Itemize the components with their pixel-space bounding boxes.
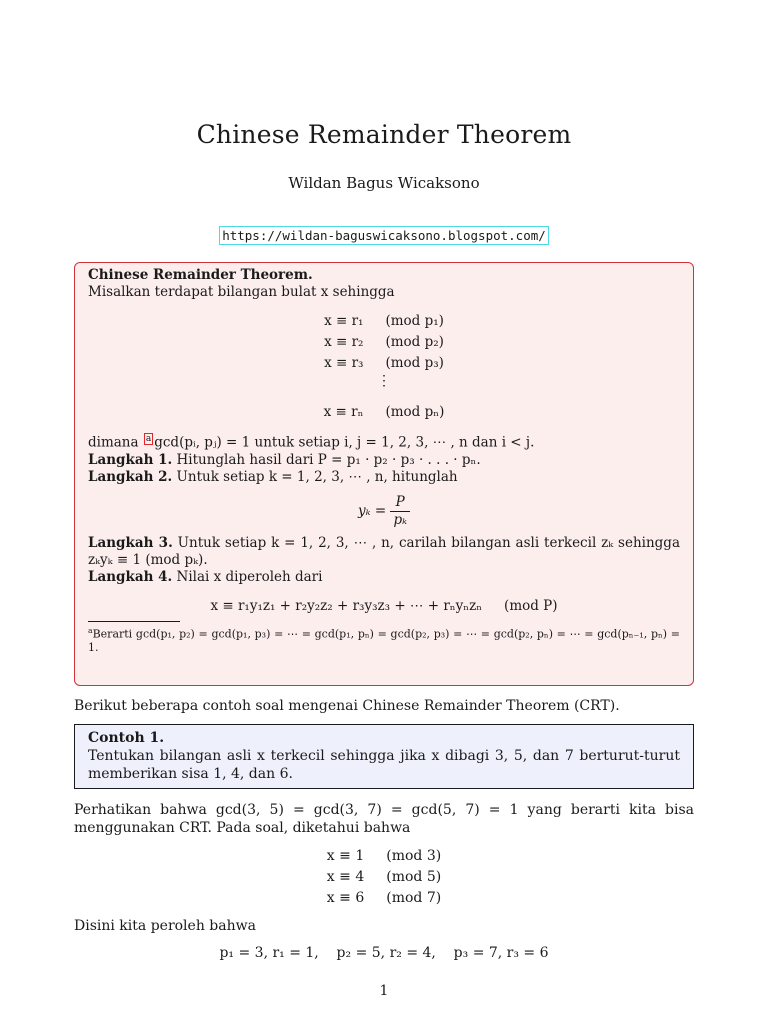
congruence-lhs: x ≡ 1 (326, 848, 365, 864)
congruence-mod: (mod pₙ) (385, 404, 445, 420)
where-clause (88, 433, 680, 452)
congruence-line (88, 353, 680, 374)
step-3-label: Langkah 3. (88, 534, 173, 551)
fraction-numerator: P (390, 494, 410, 512)
step-1-label: Langkah 1. (88, 451, 173, 468)
document-title: Chinese Remainder Theorem (196, 120, 572, 149)
congruence-lhs: x ≡ r₁ (324, 313, 364, 329)
congruence-lhs: x ≡ r₂ (324, 334, 364, 350)
step-2-text: Untuk setiap k = 1, 2, 3, ⋯ , n, hitunglah (176, 468, 458, 485)
solution-congruence-line (0, 846, 768, 867)
example-box (74, 724, 694, 789)
theorem-box (74, 262, 694, 686)
solution-paragraph-2: Disini kita peroleh bahwa (74, 918, 256, 934)
author-name: Wildan Bagus Wicaksono (288, 174, 480, 192)
footnote (88, 624, 680, 656)
page-number: 1 (379, 983, 389, 999)
solution-values: p₁ = 3, r₁ = 1, p₂ = 5, r₂ = 4, p₃ = 7, r₃ = 6 (219, 945, 549, 961)
example-text: Tentukan bilangan asli x terkecil sehingga jika x dibagi 3, 5, dan 7 berturut-turut memberikan sisa 1, 4, dan 6. (88, 748, 680, 782)
blog-link[interactable]: https://wildan-baguswicaksono.blogspot.com/ (219, 226, 549, 245)
fraction-denominator: pₖ (393, 511, 408, 528)
step-2 (88, 469, 680, 486)
step-3-text: Untuk setiap k = 1, 2, 3, ⋯ , n, carilah bilangan asli terkecil zₖ sehingga zₖyₖ ≡ 1 (mod pₖ). (88, 534, 680, 568)
congruence-lhs: x ≡ rₙ (323, 404, 364, 420)
step-2-label: Langkah 2. (88, 468, 173, 485)
step-4 (88, 569, 680, 586)
vertical-ellipsis: ⋮ (377, 373, 391, 389)
final-equation (88, 598, 680, 615)
where-prefix: dimana (88, 434, 139, 451)
footnote-rule (88, 621, 180, 622)
solution-congruence-line (0, 888, 768, 909)
solution-congruence-system (0, 846, 768, 909)
congruence-mod: (mod 3) (386, 848, 442, 864)
footnote-text: Berarti gcd(p₁, p₂) = gcd(p₁, p₃) = ⋯ = gcd(p₁, pₙ) = gcd(p₂, p₃) = ⋯ = gcd(p₂, pₙ) = ⋯ = gcd(pₙ₋₁, pₙ) = 1. (88, 627, 680, 655)
congruence-mod: (mod p₂) (385, 334, 444, 350)
congruence-line (88, 402, 680, 423)
yk-formula (88, 494, 680, 529)
congruence-system (88, 311, 680, 423)
examples-intro: Berikut beberapa contoh soal mengenai Chinese Remainder Theorem (CRT). (74, 698, 620, 714)
solution-congruence-line (0, 867, 768, 888)
step-3 (88, 535, 680, 569)
where-text: gcd(pᵢ, pⱼ) = 1 untuk setiap i, j = 1, 2, 3, ⋯ , n dan i < j. (154, 434, 535, 451)
footnote-marker[interactable]: a (145, 434, 152, 444)
theorem-heading: Chinese Remainder Theorem. (88, 267, 313, 283)
url-row (0, 225, 768, 245)
congruence-mod: (mod p₃) (385, 355, 444, 371)
step-4-text: Nilai x diperoleh dari (176, 568, 323, 585)
example-heading: Contoh 1. (88, 730, 165, 746)
congruence-line (88, 311, 680, 332)
yk-lhs: yₖ = (357, 502, 387, 519)
final-equation-mod: (mod P) (504, 597, 558, 614)
theorem-intro: Misalkan terdapat bilangan bulat x sehingga (88, 284, 395, 300)
congruence-lhs: x ≡ r₃ (324, 355, 364, 371)
step-4-label: Langkah 4. (88, 568, 173, 585)
step-1 (88, 452, 680, 469)
congruence-mod: (mod p₁) (385, 313, 444, 329)
footnote-label: a (88, 625, 93, 635)
congruence-mod: (mod 5) (386, 869, 442, 885)
step-1-text: Hitunglah hasil dari P = p₁ · p₂ · p₃ · . . . · pₙ. (176, 451, 481, 468)
congruence-mod: (mod 7) (386, 890, 442, 906)
congruence-line (88, 332, 680, 353)
final-equation-lhs: x ≡ r₁y₁z₁ + r₂y₂z₂ + r₃y₃z₃ + ⋯ + rₙyₙzₙ (210, 597, 483, 614)
yk-fraction (390, 494, 410, 529)
congruence-lhs: x ≡ 6 (326, 890, 365, 906)
congruence-lhs: x ≡ 4 (326, 869, 365, 885)
solution-paragraph-1: Perhatikan bahwa gcd(3, 5) = gcd(3, 7) = gcd(5, 7) = 1 yang berarti kita bisa menggunakan CRT. Pada soal, diketahui bahwa (74, 802, 694, 836)
